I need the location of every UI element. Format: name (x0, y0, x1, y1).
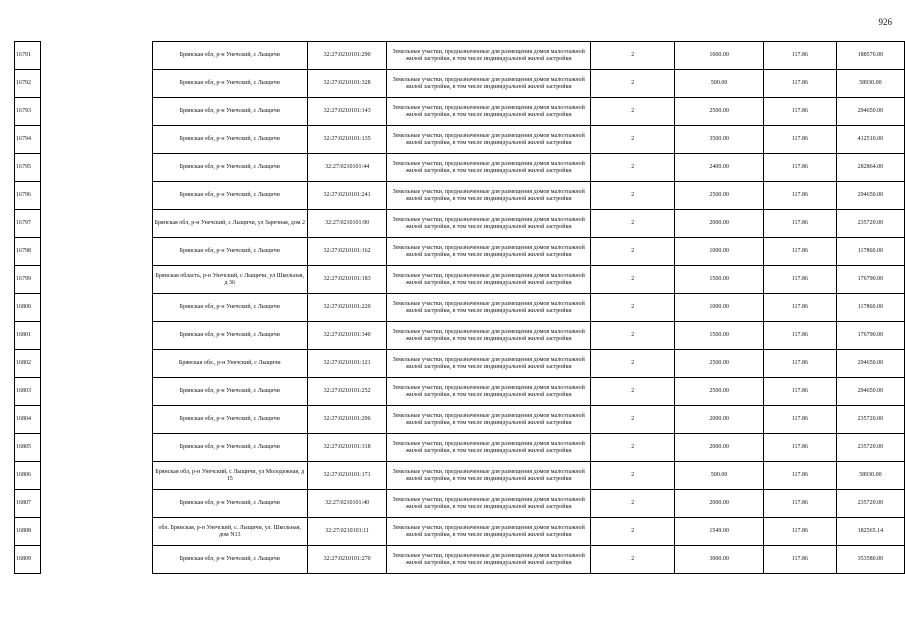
specific-value-cell: 117.86 (763, 98, 836, 126)
cadastral-number-cell: 32:27:0210101:162 (307, 238, 386, 266)
cadastral-number-cell: 32:27:0210101:90 (307, 210, 386, 238)
table-row (15, 378, 905, 406)
address-cell: Брянская обл, р-н Унечский, с Лыщичи (152, 406, 307, 434)
specific-value-cell: 117.86 (763, 238, 836, 266)
spacer-cell (40, 210, 152, 238)
land-use-cell: Земельные участки, предназначенные для размещения домов малоэтажной жилой застройки, в том числе индивидуальной жилой застройки (387, 154, 591, 182)
land-use-cell: Земельные участки, предназначенные для размещения домов малоэтажной жилой застройки, в том числе индивидуальной жилой застройки (387, 462, 591, 490)
cadastral-value-cell: 176790.00 (836, 322, 904, 350)
area-cell: 2000.00 (675, 434, 764, 462)
category-code-cell: 2 (591, 210, 675, 238)
specific-value-cell: 117.86 (763, 434, 836, 462)
cadastral-number-cell: 32:27:0210101:252 (307, 378, 386, 406)
specific-value-cell: 117.86 (763, 378, 836, 406)
land-use-cell: Земельные участки, предназначенные для размещения домов малоэтажной жилой застройки, в том числе индивидуальной жилой застройки (387, 406, 591, 434)
table-row (15, 294, 905, 322)
row-number-cell: 16804 (15, 406, 41, 434)
page-number: 926 (878, 17, 892, 27)
spacer-cell (40, 238, 152, 266)
specific-value-cell: 117.86 (763, 210, 836, 238)
area-cell: 2000.00 (675, 210, 764, 238)
specific-value-cell: 117.86 (763, 126, 836, 154)
spacer-cell (40, 266, 152, 294)
table-row (15, 546, 905, 574)
land-use-cell: Земельные участки, предназначенные для размещения домов малоэтажной жилой застройки, в том числе индивидуальной жилой застройки (387, 518, 591, 546)
row-number-cell: 16796 (15, 182, 41, 210)
specific-value-cell: 117.86 (763, 462, 836, 490)
category-code-cell: 2 (591, 406, 675, 434)
row-number-cell: 16799 (15, 266, 41, 294)
cadastral-value-cell: 294650.00 (836, 378, 904, 406)
table-row (15, 98, 905, 126)
cadastral-value-cell: 182565.14 (836, 518, 904, 546)
specific-value-cell: 117.86 (763, 154, 836, 182)
area-cell: 500.00 (675, 70, 764, 98)
cadastral-number-cell: 32:27:0210101:121 (307, 350, 386, 378)
land-use-cell: Земельные участки, предназначенные для размещения домов малоэтажной жилой застройки, в том числе индивидуальной жилой застройки (387, 350, 591, 378)
land-use-cell: Земельные участки, предназначенные для размещения домов малоэтажной жилой застройки, в том числе индивидуальной жилой застройки (387, 266, 591, 294)
address-cell: Брянская обл, р-н Унечский, с Лыщичи (152, 42, 307, 70)
area-cell: 1000.00 (675, 294, 764, 322)
row-number-cell: 16809 (15, 546, 41, 574)
address-cell: Брянская обл, р-н Унечский, с Лыщичи (152, 322, 307, 350)
table-row (15, 210, 905, 238)
category-code-cell: 2 (591, 434, 675, 462)
address-cell: Брянская область, р-н Унечский, с Лыщичи, ул Школьная, д 36 (152, 266, 307, 294)
address-cell: Брянская обл, р-н Унечский, с Лыщичи (152, 490, 307, 518)
cadastral-value-cell: 58930.00 (836, 462, 904, 490)
row-number-cell: 16798 (15, 238, 41, 266)
table-row (15, 322, 905, 350)
row-number-cell: 16800 (15, 294, 41, 322)
row-number-cell: 16808 (15, 518, 41, 546)
cadastral-number-cell: 32:27:0210101:328 (307, 70, 386, 98)
address-cell: Брянская обл, р-н Унечский, с Лыщичи (152, 546, 307, 574)
area-cell: 3000.00 (675, 546, 764, 574)
cadastral-value-cell: 235720.00 (836, 210, 904, 238)
cadastral-number-cell: 32:27:0210101:44 (307, 154, 386, 182)
row-number-cell: 16803 (15, 378, 41, 406)
row-number-cell: 16801 (15, 322, 41, 350)
cadastral-number-cell: 32:27:0210101:143 (307, 98, 386, 126)
table-row (15, 518, 905, 546)
category-code-cell: 2 (591, 322, 675, 350)
spacer-cell (40, 98, 152, 126)
table-row (15, 70, 905, 98)
area-cell: 2000.00 (675, 490, 764, 518)
category-code-cell: 2 (591, 350, 675, 378)
category-code-cell: 2 (591, 70, 675, 98)
cadastral-number-cell: 32:27:0210101:183 (307, 266, 386, 294)
cadastral-value-cell: 412510.00 (836, 126, 904, 154)
category-code-cell: 2 (591, 126, 675, 154)
spacer-cell (40, 350, 152, 378)
spacer-cell (40, 322, 152, 350)
row-number-cell: 16807 (15, 490, 41, 518)
table-body (15, 42, 905, 574)
category-code-cell: 2 (591, 378, 675, 406)
table-row (15, 182, 905, 210)
spacer-cell (40, 126, 152, 154)
spacer-cell (40, 294, 152, 322)
spacer-cell (40, 378, 152, 406)
category-code-cell: 2 (591, 238, 675, 266)
land-use-cell: Земельные участки, предназначенные для размещения домов малоэтажной жилой застройки, в том числе индивидуальной жилой застройки (387, 238, 591, 266)
specific-value-cell: 117.86 (763, 518, 836, 546)
category-code-cell: 2 (591, 266, 675, 294)
area-cell: 1600.00 (675, 42, 764, 70)
cadastral-value-cell: 117860.00 (836, 294, 904, 322)
table-row (15, 42, 905, 70)
land-use-cell: Земельные участки, предназначенные для размещения домов малоэтажной жилой застройки, в том числе индивидуальной жилой застройки (387, 126, 591, 154)
area-cell: 1500.00 (675, 266, 764, 294)
land-use-cell: Земельные участки, предназначенные для размещения домов малоэтажной жилой застройки, в том числе индивидуальной жилой застройки (387, 182, 591, 210)
category-code-cell: 2 (591, 518, 675, 546)
area-cell: 3500.00 (675, 126, 764, 154)
specific-value-cell: 117.86 (763, 490, 836, 518)
cadastral-value-cell: 235720.00 (836, 406, 904, 434)
cadastral-value-cell: 58930.00 (836, 70, 904, 98)
land-use-cell: Земельные участки, предназначенные для размещения домов малоэтажной жилой застройки, в том числе индивидуальной жилой застройки (387, 98, 591, 126)
row-number-cell: 16806 (15, 462, 41, 490)
address-cell: Брянская обл, р-н Унечский, с Лыщичи (152, 434, 307, 462)
address-cell: Брянская обл, р-н Унечский, с Лыщичи (152, 294, 307, 322)
row-number-cell: 16794 (15, 126, 41, 154)
category-code-cell: 2 (591, 98, 675, 126)
table-row (15, 154, 905, 182)
table-row (15, 350, 905, 378)
category-code-cell: 2 (591, 182, 675, 210)
cadastral-number-cell: 32:27:0210101:296 (307, 406, 386, 434)
table-row (15, 126, 905, 154)
cadastral-value-cell: 282864.00 (836, 154, 904, 182)
address-cell: обл. Брянская, р-н Унечский, с. Лыщичи, ул. Школьная, дом N13 (152, 518, 307, 546)
row-number-cell: 16792 (15, 70, 41, 98)
row-number-cell: 16802 (15, 350, 41, 378)
address-cell: Брянская обл, р-н Унечский, с Лыщичи (152, 238, 307, 266)
cadastral-number-cell: 32:27:0210101:40 (307, 490, 386, 518)
address-cell: Брянская обл, р-н Унечский, с Лыщичи (152, 182, 307, 210)
spacer-cell (40, 406, 152, 434)
category-code-cell: 2 (591, 490, 675, 518)
spacer-cell (40, 70, 152, 98)
land-use-cell: Земельные участки, предназначенные для размещения домов малоэтажной жилой застройки, в том числе индивидуальной жилой застройки (387, 378, 591, 406)
cadastral-value-cell: 235720.00 (836, 434, 904, 462)
area-cell: 1500.00 (675, 322, 764, 350)
spacer-cell (40, 182, 152, 210)
land-use-cell: Земельные участки, предназначенные для размещения домов малоэтажной жилой застройки, в том числе индивидуальной жилой застройки (387, 322, 591, 350)
category-code-cell: 2 (591, 294, 675, 322)
area-cell: 2500.00 (675, 378, 764, 406)
spacer-cell (40, 546, 152, 574)
cadastral-number-cell: 32:27:0210101:220 (307, 294, 386, 322)
specific-value-cell: 117.86 (763, 70, 836, 98)
area-cell: 2500.00 (675, 98, 764, 126)
land-use-cell: Земельные участки, предназначенные для размещения домов малоэтажной жилой застройки, в том числе индивидуальной жилой застройки (387, 70, 591, 98)
area-cell: 1549.00 (675, 518, 764, 546)
row-number-cell: 16797 (15, 210, 41, 238)
table-row (15, 490, 905, 518)
area-cell: 500.00 (675, 462, 764, 490)
address-cell: Брянская обл, р-н Унечский, с Лыщичи, ул Молодежная, д 15 (152, 462, 307, 490)
cadastral-value-cell: 176790.00 (836, 266, 904, 294)
spacer-cell (40, 462, 152, 490)
cadastral-number-cell: 32:27:0210101:270 (307, 546, 386, 574)
category-code-cell: 2 (591, 462, 675, 490)
specific-value-cell: 117.86 (763, 294, 836, 322)
cadastral-value-cell: 294650.00 (836, 182, 904, 210)
row-number-cell: 16791 (15, 42, 41, 70)
table-row (15, 462, 905, 490)
spacer-cell (40, 434, 152, 462)
address-cell: Брянская обл., р-н Унечский, с Лыщичи (152, 350, 307, 378)
cadastral-value-cell: 188576.00 (836, 42, 904, 70)
cadastral-number-cell: 32:27:0210101:171 (307, 462, 386, 490)
cadastral-value-cell: 235720.00 (836, 490, 904, 518)
area-cell: 2400.00 (675, 154, 764, 182)
row-number-cell: 16805 (15, 434, 41, 462)
spacer-cell (40, 490, 152, 518)
cadastral-number-cell: 32:27:0210101:11 (307, 518, 386, 546)
specific-value-cell: 117.86 (763, 350, 836, 378)
table-row (15, 406, 905, 434)
area-cell: 2500.00 (675, 350, 764, 378)
specific-value-cell: 117.86 (763, 182, 836, 210)
address-cell: Брянская обл, р-н Унечский, с Лыщичи (152, 70, 307, 98)
cadastral-number-cell: 32:27:0210101:318 (307, 434, 386, 462)
cadastral-number-cell: 32:27:0210101:135 (307, 126, 386, 154)
address-cell: Брянская обл, р-н Унечский, с Лыщичи (152, 154, 307, 182)
spacer-cell (40, 518, 152, 546)
address-cell: Брянская обл, р-н Унечский, с Лыщичи (152, 126, 307, 154)
specific-value-cell: 117.86 (763, 322, 836, 350)
cadastral-value-table (14, 41, 905, 574)
area-cell: 1000.00 (675, 238, 764, 266)
category-code-cell: 2 (591, 42, 675, 70)
cadastral-number-cell: 32:27:0210101:340 (307, 322, 386, 350)
category-code-cell: 2 (591, 546, 675, 574)
specific-value-cell: 117.86 (763, 406, 836, 434)
address-cell: Брянская обл, р-н Унечский, с Лыщичи (152, 98, 307, 126)
land-use-cell: Земельные участки, предназначенные для размещения домов малоэтажной жилой застройки, в том числе индивидуальной жилой застройки (387, 490, 591, 518)
cadastral-value-cell: 353580.00 (836, 546, 904, 574)
cadastral-number-cell: 32:27:0210101:241 (307, 182, 386, 210)
spacer-cell (40, 42, 152, 70)
land-use-cell: Земельные участки, предназначенные для размещения домов малоэтажной жилой застройки, в том числе индивидуальной жилой застройки (387, 210, 591, 238)
category-code-cell: 2 (591, 154, 675, 182)
row-number-cell: 16793 (15, 98, 41, 126)
cadastral-value-cell: 294650.00 (836, 98, 904, 126)
table-row (15, 266, 905, 294)
area-cell: 2000.00 (675, 406, 764, 434)
row-number-cell: 16795 (15, 154, 41, 182)
table-row (15, 238, 905, 266)
address-cell: Брянская обл, р-н Унечский, с Лыщичи (152, 378, 307, 406)
area-cell: 2500.00 (675, 182, 764, 210)
cadastral-number-cell: 32:27:0210101:290 (307, 42, 386, 70)
cadastral-value-cell: 294650.00 (836, 350, 904, 378)
cadastral-value-cell: 117860.00 (836, 238, 904, 266)
land-use-cell: Земельные участки, предназначенные для размещения домов малоэтажной жилой застройки, в том числе индивидуальной жилой застройки (387, 434, 591, 462)
land-use-cell: Земельные участки, предназначенные для размещения домов малоэтажной жилой застройки, в том числе индивидуальной жилой застройки (387, 294, 591, 322)
spacer-cell (40, 154, 152, 182)
table-row (15, 434, 905, 462)
address-cell: Брянская обл, р-н Унечский, с Лыщичи, ул Заречная, дом 2 (152, 210, 307, 238)
land-use-cell: Земельные участки, предназначенные для размещения домов малоэтажной жилой застройки, в том числе индивидуальной жилой застройки (387, 546, 591, 574)
specific-value-cell: 117.86 (763, 42, 836, 70)
land-use-cell: Земельные участки, предназначенные для размещения домов малоэтажной жилой застройки, в том числе индивидуальной жилой застройки (387, 42, 591, 70)
specific-value-cell: 117.86 (763, 546, 836, 574)
specific-value-cell: 117.86 (763, 266, 836, 294)
